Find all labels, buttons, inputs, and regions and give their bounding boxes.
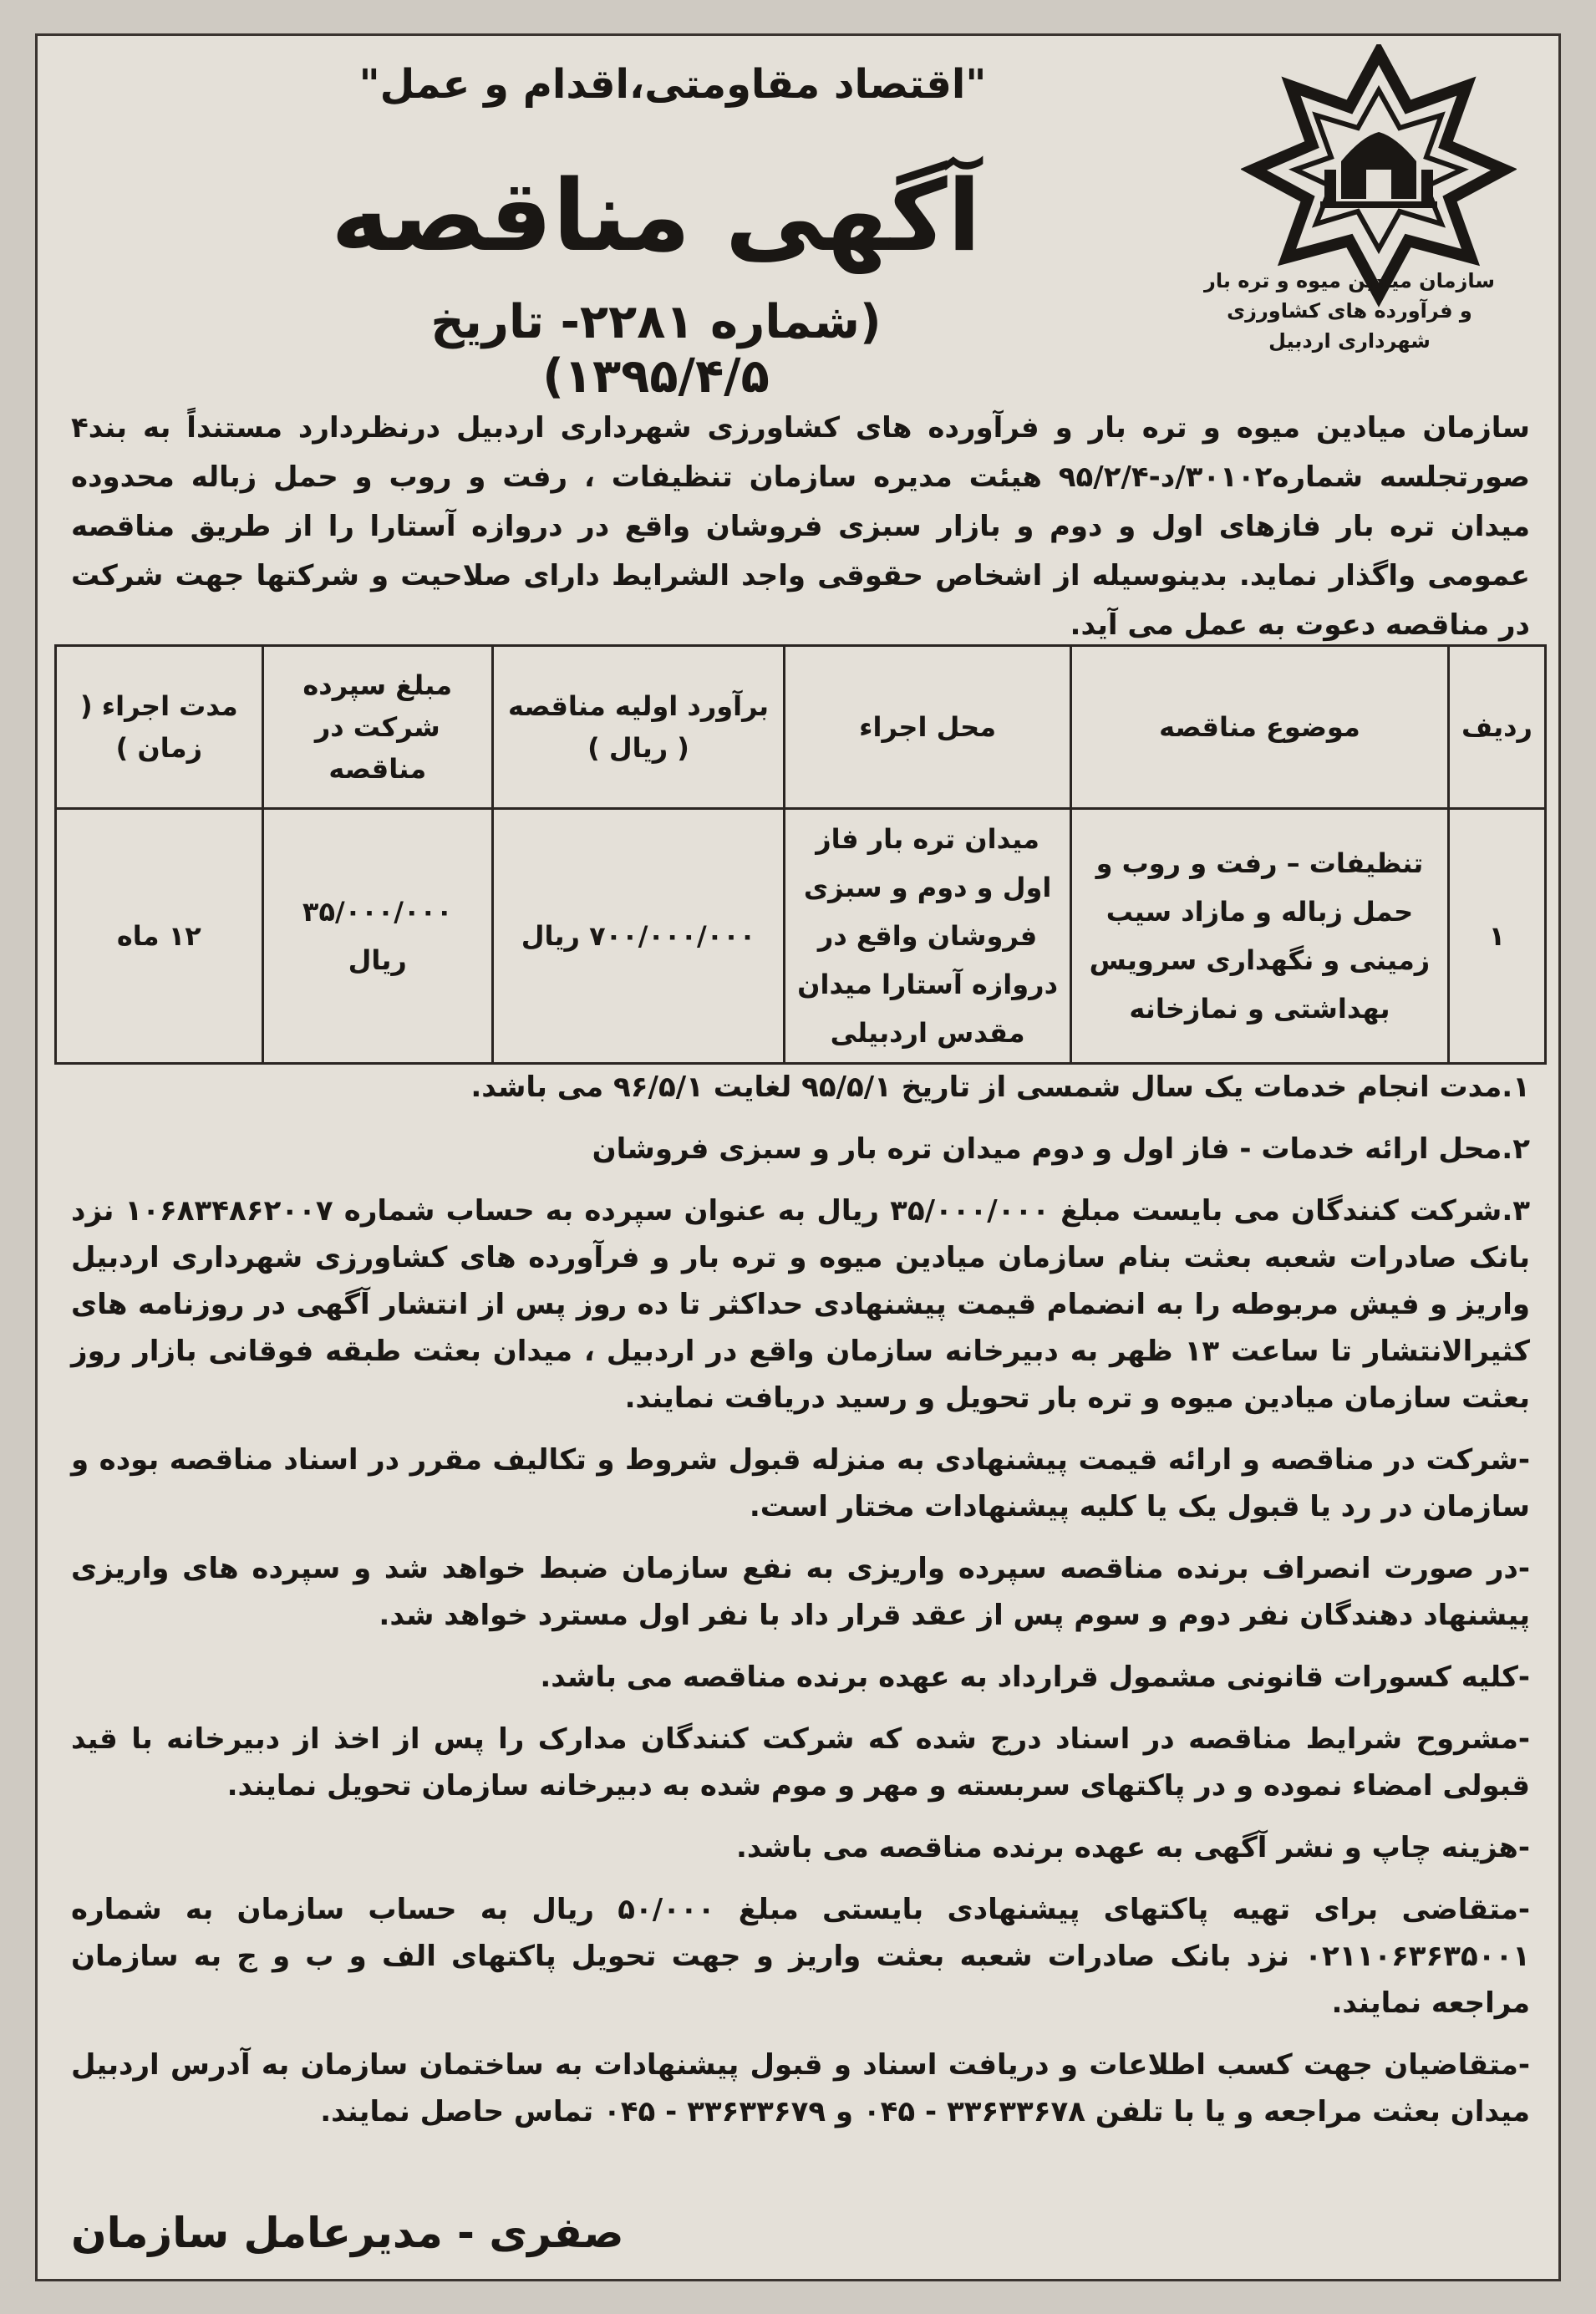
tender-notice-page [35,33,1561,2281]
notice-number-date: (شماره ۲۲۸۱- تاریخ ۱۳۹۵/۴/۵) [430,295,882,404]
tender-table-container [54,644,1547,1049]
cell-deposit: ۳۵/۰۰۰/۰۰۰ ریال [262,809,492,1064]
term-deductions: -کلیه کسورات قانونی مشمول قرارداد به عهده برنده مناقصه می باشد. [540,1660,1530,1694]
terms-list [71,1064,1530,2150]
term-acceptance: -شرکت در مناقصه و ارائه قیمت پیشنهادی به منزله قبول شروط و تکالیف مقرر در اسناد مناقصه بوده و سازمان در رد یا قبول یک یا کلیه پیشنهادات مختار است. [71,1443,1530,1523]
term-duration: ۱.مدت انجام خدمات یک سال شمسی از تاریخ ۹۵/۵/۱ لغایت ۹۶/۵/۱ می باشد. [470,1071,1530,1104]
term-withdrawal: -در صورت انصراف برنده مناقصه سپرده واریزی به نفع سازمان ضبط خواهد شد و سپرده های واریزی پیشنهاد دهندگان نفر دوم و سوم پس از عقد قرار داد با نفر اول مسترد خواهد شد. [71,1552,1530,1632]
organization-name-line1: سازمان میادین میوه و تره بار [1204,269,1495,292]
notice-title: آگهی مناقصه [330,158,982,273]
cell-duration: ۱۲ ماه [56,809,263,1064]
cell-place: میدان تره بار فاز اول و دوم و سبزی فروشان واقع در دروازه آستارا میدان مقدس اردبیلی [785,809,1071,1064]
term-documents: -مشروح شرایط مناقصه در اسناد درج شده که شرکت کنندگان مدارک را پس از اخذ از دبیرخانه با قید قبولی امضاء نموده و در پاکتهای سربسته و مهر و موم شده به دبیرخانه سازمان تحویل نمایند. [71,1722,1530,1803]
header-duration: مدت اجراء ( زمان ) [56,646,263,809]
header-row-number: ردیف [1448,646,1545,809]
organization-name [1191,266,1508,356]
term-contact: -متقاضیان جهت کسب اطلاعات و دریافت اسناد و قبول پیشنهادات به ساختمان سازمان به آدرس اردبیل میدان بعثت مراجعه و یا با تلفن ۳۳۶۳۳۶۷۸ - ۰۴۵ و ۳۳۶۳۳۶۷۹ - ۰۴۵ تماس حاصل نمایند. [71,2048,1530,2128]
header-place: محل اجراء [785,646,1071,809]
term-ad-cost: -هزینه چاپ و نشر آگهی به عهده برنده مناقصه می باشد. [735,1831,1530,1864]
organization-name-line2: و فرآورده های کشاورزی [1227,299,1472,323]
tender-table [54,644,1547,1065]
notice-header [38,36,1563,404]
cell-row-number: ۱ [1448,809,1545,1064]
header-estimate: برآورد اولیه مناقصه ( ریال ) [492,646,784,809]
intro-paragraph: سازمان میادین میوه و تره بار و فرآورده های کشاورزی شهرداری اردبیل درنظردارد مستنداً به بند۴ صورتجلسه شماره۳۰۱۰۲/د-۹۵/۲/۴ هیئت مدیره سازمان تنظیفات ، رفت و روب و حمل زباله محدوده میدان تره بار فازهای اول و دوم و بازار سبزی فروشان واقع در دروازه آستارا را از طریق مناقصه عمومی واگذار نماید. بدینوسیله از اشخاص حقوقی واجد الشرایط دارای صلاحیت و شرکتها جهت شرکت در مناقصه دعوت به عمل می آید. [71,411,1530,642]
tender-table-header-row [56,646,1546,809]
term-deposit: ۳.شرکت کنندگان می بایست مبلغ ۳۵/۰۰۰/۰۰۰ ریال به عنوان سپرده به حساب شماره ۱۰۶۸۳۴۸۶۲۰۰۷ نزد بانک صادرات شعبه بعثت بنام سازمان میادین میوه و تره بار و فرآورده های کشاورزی شهرداری اردبیل واریز و فیش مربوطه را به انضمام قیمت پیشنهادی حداکثر تا ده روز پس از انتشار آگهی در روزنامه های کثیرالانتشار تا ساعت ۱۳ ظهر به دبیرخانه سازمان واقع در اردبیل ، میدان بعثت طبقه فوقانی بازار روز بعثت سازمان میادین میوه و تره بار تحویل و رسید دریافت نمایند. [71,1194,1530,1415]
term-envelope-fee: -متقاضی برای تهیه پاکتهای پیشنهادی بایستی مبلغ ۵۰/۰۰۰ ریال به حساب سازمان به شماره ۰۲۱۱۰۶۳۶۳۵۰۰۱ نزد بانک صادرات شعبه بعثت واریز و جهت تحویل پاکتهای الف و ب و ج به سازمان مراجعه نمایند. [71,1893,1530,2020]
header-deposit: مبلغ سپرده شرکت در مناقصه [262,646,492,809]
organization-name-line3: شهرداری اردبیل [1268,329,1431,353]
header-subject: موضوع مناقصه [1070,646,1448,809]
signature: صفری - مدیرعامل سازمان [71,2209,624,2257]
table-row [56,809,1546,1064]
term-location: ۲.محل ارائه خدمات - فاز اول و دوم میدان تره بار و سبزی فروشان [592,1132,1530,1166]
cell-subject: تنظیفات – رفت و روب و حمل زباله و مازاد سیب زمینی و نگهداری سرویس بهداشتی و نمازخانه [1070,809,1448,1064]
cell-estimate: ۷۰۰/۰۰۰/۰۰۰ ریال [492,809,784,1064]
slogan: "اقتصاد مقاومتی،اقدام و عمل" [358,61,987,108]
